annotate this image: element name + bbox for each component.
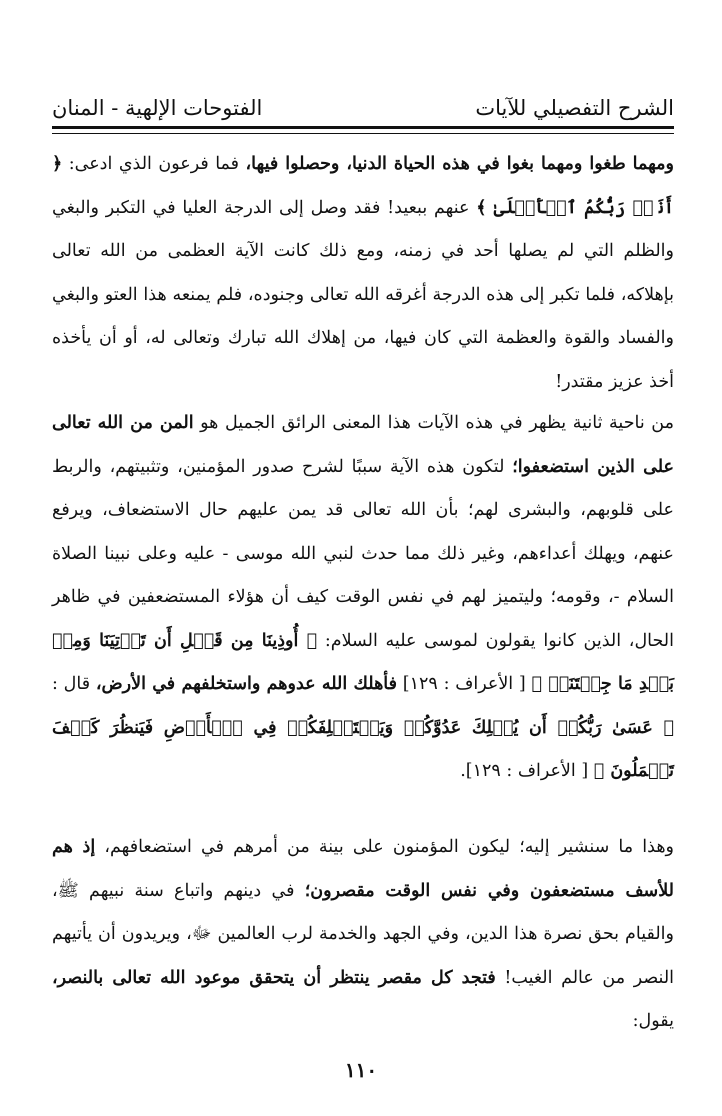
p2-text-1: من ناحية ثانية يظهر في هذه الآيات هذا المعنى الرائق الجميل هو: [193, 413, 674, 433]
p2-verse-1: ﴿ أُوذِينَا مِن قَبۡلِ أَن تَأۡتِيَنَا وَمِنۢ بَعۡدِ مَا جِئۡتَنَاۚ ﴾: [52, 630, 675, 694]
p2-bold-1: المن من الله تعالى على الذين استضعفوا؛: [52, 413, 674, 477]
paragraph-1: [52, 143, 674, 404]
p1-text-2: عنهم ببعيد! فقد وصل إلى الدرجة العليا في التكبر والبغي والظلم التي لم يصلها أحد في زمنه، ومع ذلك كانت الآية العظمى من الله تعالى بإهلاكه، فلما تكبر إلى هذه الدرجة أغرقه الله تعالى وجنوده، فلم يمنعه هذا العتو والبغي والفساد والقوة والعظمة التي كان فيها، من إهلاك الله تبارك وتعالى له، أو أن يأخذه أخذ عزيز مقتدر!: [52, 197, 674, 392]
p3-bold-2: فتجد كل مقصر ينتظر أن يتحقق موعود الله تعالى بالنصر،: [52, 967, 496, 988]
p2-text-3: قال :: [52, 674, 96, 694]
header-rule-thick: [52, 126, 674, 129]
paragraph-3: [52, 826, 674, 1044]
p2-verse-2: ﴿ عَسَىٰ رَبُّكُمۡ أَن يُهۡلِكَ عَدُوَّكُمۡ وَيَسۡتَخۡلِفَكُمۡ فِي ٱلۡأَرۡضِ فَيَنظُرَ كَيۡفَ تَعۡمَلُونَ ﴾: [52, 717, 675, 781]
paragraph-2: [52, 402, 674, 794]
p2-ref-1: [ الأعراف : ١٢٩]: [397, 674, 532, 694]
header-book-title: الفتوحات الإلهية - المنان: [52, 96, 263, 120]
p3-text-2: في دينهم واتباع سنة نبيهم ﷺ، والقيام بحق نصرة هذا الدين، وفي الجهد والخدمة لرب العالمين ﷻ، ويريدون أن يأتيهم النصر من عالم الغيب!: [52, 880, 675, 988]
page-number: ١١٠: [344, 1058, 378, 1082]
p3-bold-1: إذ هم للأسف مستضعفون وفي نفس الوقت مقصرون؛: [52, 837, 674, 901]
p2-text-2: لتكون هذه الآية سببًا لشرح صدور المؤمنين، وتثبيتهم، والربط على قلوبهم، والبشرى لهم؛ بأن الله تعالى قد يمن عليهم حال الاستضعاف، ويرفع عنهم، ويهلك أعداءهم، وغير ذلك مما حدث لنبي الله موسى - عليه وعلى نبينا الصلاة السلام -، وقومه؛ وليتميز لهم في نفس الوقت كيف أن هؤلاء المستضعفين في ظاهر الحال، الذين كانوا يقولون لموسى عليه السلام:: [52, 456, 674, 651]
running-header: [52, 86, 674, 120]
p3-text-1: وهذا ما سنشير إليه؛ ليكون المؤمنون على بينة من أمرهم في استضعافهم،: [95, 837, 674, 857]
p1-verse-1: ﴿ أَنَا۠ رَبُّكُمُ ٱلۡأَعۡلَىٰ ﴾: [52, 154, 674, 218]
p1-bold-lead: ومهما طغوا ومهما بغوا في هذه الحياة الدنيا، وحصلوا فيها،: [245, 154, 675, 174]
p2-ref-2: [ الأعراف : ١٢٩].: [460, 761, 594, 781]
p2-bold-2: فأهلك الله عدوهم واستخلفهم في الأرض،: [95, 674, 398, 694]
header-rule-thin: [52, 133, 674, 134]
header-book-section: الشرح التفصيلي للآيات: [475, 96, 674, 120]
p3-text-3: يقول:: [632, 1011, 674, 1031]
p1-text-1: فما فرعون الذي ادعى:: [62, 154, 246, 174]
